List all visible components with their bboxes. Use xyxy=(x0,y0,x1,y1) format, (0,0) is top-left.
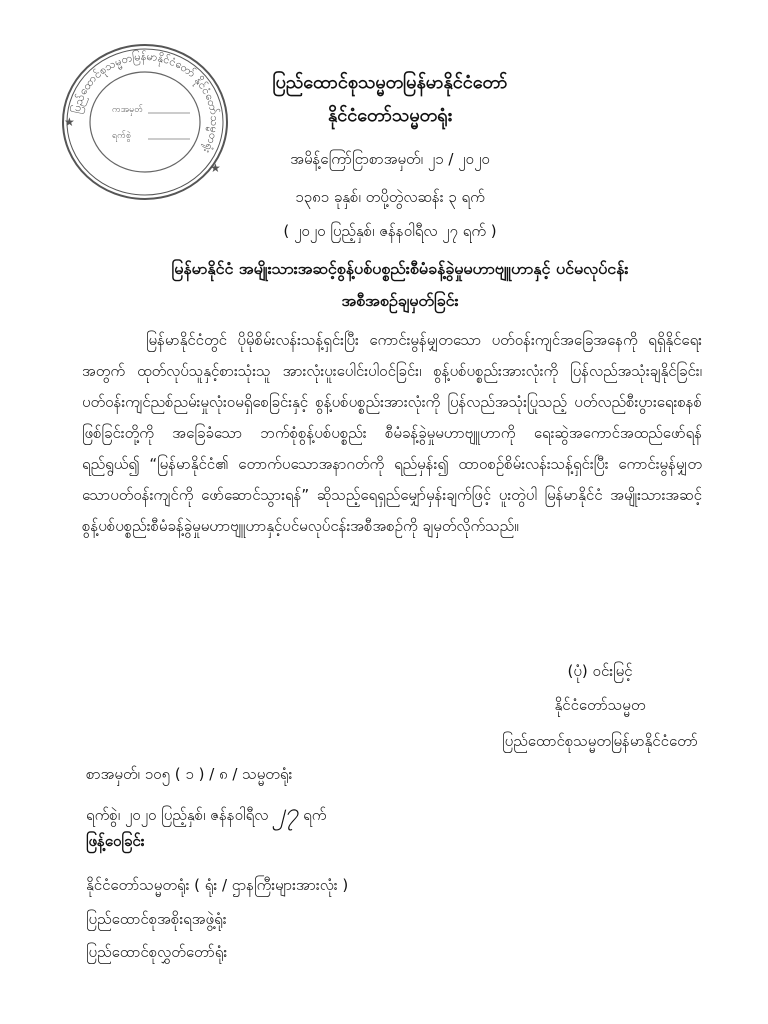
distribution-item: ပြည်ထောင်စုလွှတ်တော်ရုံး xyxy=(86,943,228,961)
letter-number: စာအမှတ်၊ ၁၀၅ ( ၁ ) / ၈ / သမ္မတရုံး xyxy=(86,765,293,783)
distribution-item: နိုင်ငံတော်သမ္မတရုံး ( ရုံး / ဌာနကြီးများအားလုံး ) xyxy=(86,876,349,894)
signature-name: (ပုံ) ဝင်းမြင့် xyxy=(567,662,633,680)
order-number: အမိန့်ကြော်ငြာစာအမှတ်၊ ၂၁ / ၂၀၂၀ xyxy=(290,150,490,168)
date-myanmar: ၁၃၈၁ ခုနှစ်၊ တပို့တွဲလဆန်း ၃ ရက် xyxy=(295,188,485,206)
seal-field-1: ကအမှတ် xyxy=(112,105,143,115)
signature-org: ပြည်ထောင်စုသမ္မတမြန်မာနိုင်ငံတော် xyxy=(502,732,698,750)
body-paragraph: မြန်မာနိုင်ငံတွင် ပိုမိုစိမ်းလန်းသန့်ရှင်းပြီး ကောင်းမွန်မျှတသော ပတ်ဝန်းကျင်အခြေအနေကို ရရှိနိုင်ရေးအတွက် ထုတ်လုပ်သူနှင့်စားသုံးသူ အားလုံးပူးပေါင်းပါဝင်ခြင်း၊ စွန့်ပစ်ပစ္စည်းအားလုံးကို ပြန်လည်အသုံးချနိုင်ခြင်း၊ ပတ်ဝန်းကျင်ညစ်ညမ်းမှုလုံးဝမရှိစေခြင်းနှင့် စွန့်ပစ်ပစ္စည်းအားလုံးကို ပြန်လည်အသုံးပြုသည့် ပတ်လည်စီးပွားရေးစနစ်ဖြစ်ခြင်းတို့ကို အခြေခံသော ဘက်စုံစွန့်ပစ်ပစ္စည်း စီမံခန့်ခွဲမှုမဟာဗျူဟာကို ရေးဆွဲအကောင်အထည်ဖော်ရန်ရည်ရွယ်၍ “မြန်မာနိုင်ငံ၏ တောက်ပသောအနာဂတ်ကို ရည်မှန်း၍ ထာဝစဉ်စိမ်းလန်းသန့်ရှင်းပြီး ကောင်းမွန်မျှတသောပတ်ဝန်းကျင်ကို ဖော်ဆောင်သွားရန်” ဆိုသည့်ရေရှည်မျှော်မှန်းချက်ဖြင့် ပူးတွဲပါ မြန်မာနိုင်ငံ အမျိုးသားအဆင့်စွန့်ပစ်ပစ္စည်းစီမံခန့်ခွဲမှုမဟာဗျူဟာနှင့်ပင်မလုပ်ငန်းအစီအစဉ်ကို ချမှတ်လိုက်သည်။ xyxy=(82,331,702,535)
date-gregorian: ( ၂၀၂၀ ပြည့်နှစ်၊ ဇန်နဝါရီလ ၂၇ ရက် ) xyxy=(283,222,497,240)
seal-ring-text: ပြည်ထောင်စုသမ္မတမြန်မာနိုင်ငံတော် နိုင်ငံတော်သမ္မတရုံး xyxy=(69,49,222,156)
header-country: ပြည်ထောင်စုသမ္မတမြန်မာနိုင်ငံတော် xyxy=(272,72,508,93)
header-office: နိုင်ငံတော်သမ္မတရုံး xyxy=(327,105,453,126)
letter-date xyxy=(86,796,546,832)
office-seal xyxy=(60,42,230,202)
svg-text:ပြည်ထောင်စုသမ္မတမြန်မာနိုင်ငံတ xyxy=(69,49,222,155)
subject-line-1: မြန်မာနိုင်ငံ အမျိုးသားအဆင့်စွန့်ပစ်ပစ္စည်းစီမံခန့်ခွဲမှုမဟာဗျူဟာနှင့် ပင်မလုပ်ငန်း xyxy=(171,259,629,278)
subject-line-2: အစီအစဉ်ချမှတ်ခြင်း xyxy=(341,291,459,310)
seal-field-2: ရက်စွဲ xyxy=(112,131,132,141)
distribution-heading: ဖြန့်ဝေခြင်း xyxy=(86,832,145,850)
letter-date-prefix: ရက်စွဲ၊ ၂၀၂၀ ပြည့်နှစ်၊ ဇန်နဝါရီလ xyxy=(86,806,269,824)
signature-title: နိုင်ငံတော်သမ္မတ xyxy=(554,696,646,714)
letter-date-handwritten: ၂၇ xyxy=(273,798,299,826)
seal-star-right: ★ xyxy=(210,161,221,175)
seal-star-left: ★ xyxy=(64,115,75,129)
distribution-item: ပြည်ထောင်စုအစိုးရအဖွဲ့ရုံး xyxy=(86,910,227,928)
letter-date-suffix: ရက် xyxy=(303,806,327,824)
